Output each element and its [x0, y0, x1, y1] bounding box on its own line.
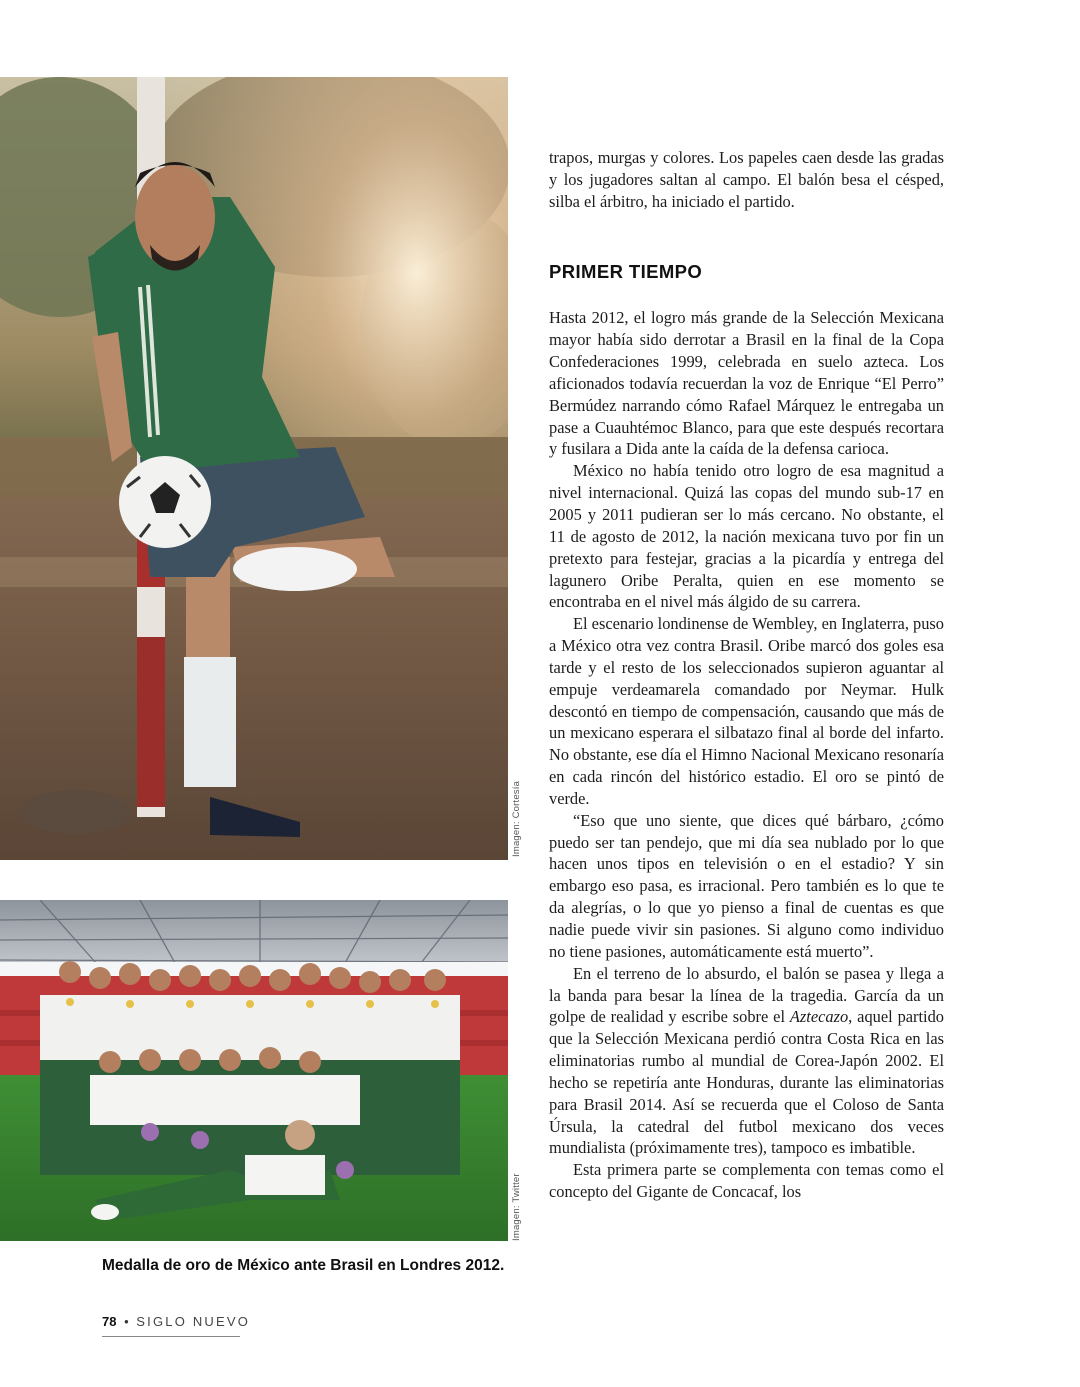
photo-credit-bottom: Imagen: Twitter — [511, 1173, 522, 1241]
photo-credit-top: Imagen: Cortesía — [511, 780, 522, 857]
paragraph-4: “Eso que uno siente, que dices qué bárbaro, ¿cómo puedo ser tan pendejo, que mi día sea nublado por lo que hacen unos tipos en televisión o en el estadio? Y sin embargo eso pasa, es irracional. Pero también es lo que te da alegrías, o lo que yo pienso a final de cuentas es que nadie puede vivir sin pasiones. Si alguno como individuo no tiene pasiones, automáticamente está muerto”. — [549, 810, 944, 961]
intro-paragraph: trapos, murgas y colores. Los papeles caen desde las gradas y los jugadores saltan al campo. El balón besa el césped, silba el árbitro, ha iniciado el partido. — [549, 148, 944, 211]
player-photo — [0, 77, 508, 860]
paragraph-6: Esta primera parte se complementa con temas como el concepto del Gigante de Concacaf, los — [549, 1160, 944, 1202]
magazine-name: SIGLO NUEVO — [136, 1314, 251, 1329]
team-photo-illustration — [0, 900, 508, 1241]
page-folio — [102, 1314, 250, 1329]
folio-separator: • — [124, 1314, 129, 1329]
paragraph-5-end: , aquel partido que la Selección Mexicana perdió contra Costa Rica en las eliminatorias rumbo al mundial de Corea-Japón 2002. El hecho se repetiría ante Honduras, durante las eliminatorias para Brasil 2014. Así se recuerda que el Coloso de Santa Úrsula, la catedral del futbol mexicano dos veces mundialista (próximamente tres), tampoco es imbatible. — [549, 1007, 944, 1158]
article-column — [549, 147, 944, 1203]
paragraph-5 — [549, 963, 944, 1160]
player-photo-illustration — [0, 77, 508, 860]
team-photo — [0, 900, 508, 1241]
folio-rule — [102, 1336, 240, 1337]
section-title: PRIMER TIEMPO — [549, 260, 703, 282]
paragraph-5-start: En el terreno de lo absurdo, el balón se pasea y llega a la banda para besar la línea de la tragedia. García da un golpe de realidad y escribe sobre el — [549, 963, 944, 1027]
paragraph-1: Hasta 2012, el logro más grande de la Selección Mexicana mayor había sido derrotar a Brasil en la final de la Copa Confederaciones 1999, celebrada en suelo azteca. Los aficionados todavía recuerdan la voz de Enrique “El Perro” Bermúdez narrando cómo Rafael Márquez le entregaba un pase a Cuauhtémoc Blanco, para que este después recortara y fusilara a Dida ante la caída de la defensa carioca. — [549, 308, 944, 459]
photo-caption: Medalla de oro de México ante Brasil en Londres 2012. — [102, 1257, 505, 1274]
page-number: 78 — [102, 1314, 117, 1329]
paragraph-3: El escenario londinense de Wembley, en Inglaterra, puso a México otra vez contra Brasil. Oribe marcó dos goles esa tarde y el resto de los seleccionados supieron aguantar al empuje verdeamarela comandado por Neymar. Hulk descontó en tiempo de compensación, causando que más de un mexicano esperara el silbatazo final al borde del infarto. No obstante, ese día el Himno Nacional Mexicano resonaría en cada rincón del histórico estadio. El oro se pintó de verde. — [549, 614, 944, 808]
aztecazo-term: Aztecazo — [789, 1007, 849, 1027]
paragraph-2: México no había tenido otro logro de esa magnitud a nivel internacional. Quizá las copas del mundo sub-17 en 2005 y 2011 pudieran ser lo más cercano. No obstante, el 11 de agosto de 2012, la nación mexicana tuvo por fin un pretexto para festejar, gracias a la picardía y entrega del lagunero Oribe Peralta, quien en ese momento se encontraba en el nivel más álgido de su carrera. — [549, 461, 944, 612]
